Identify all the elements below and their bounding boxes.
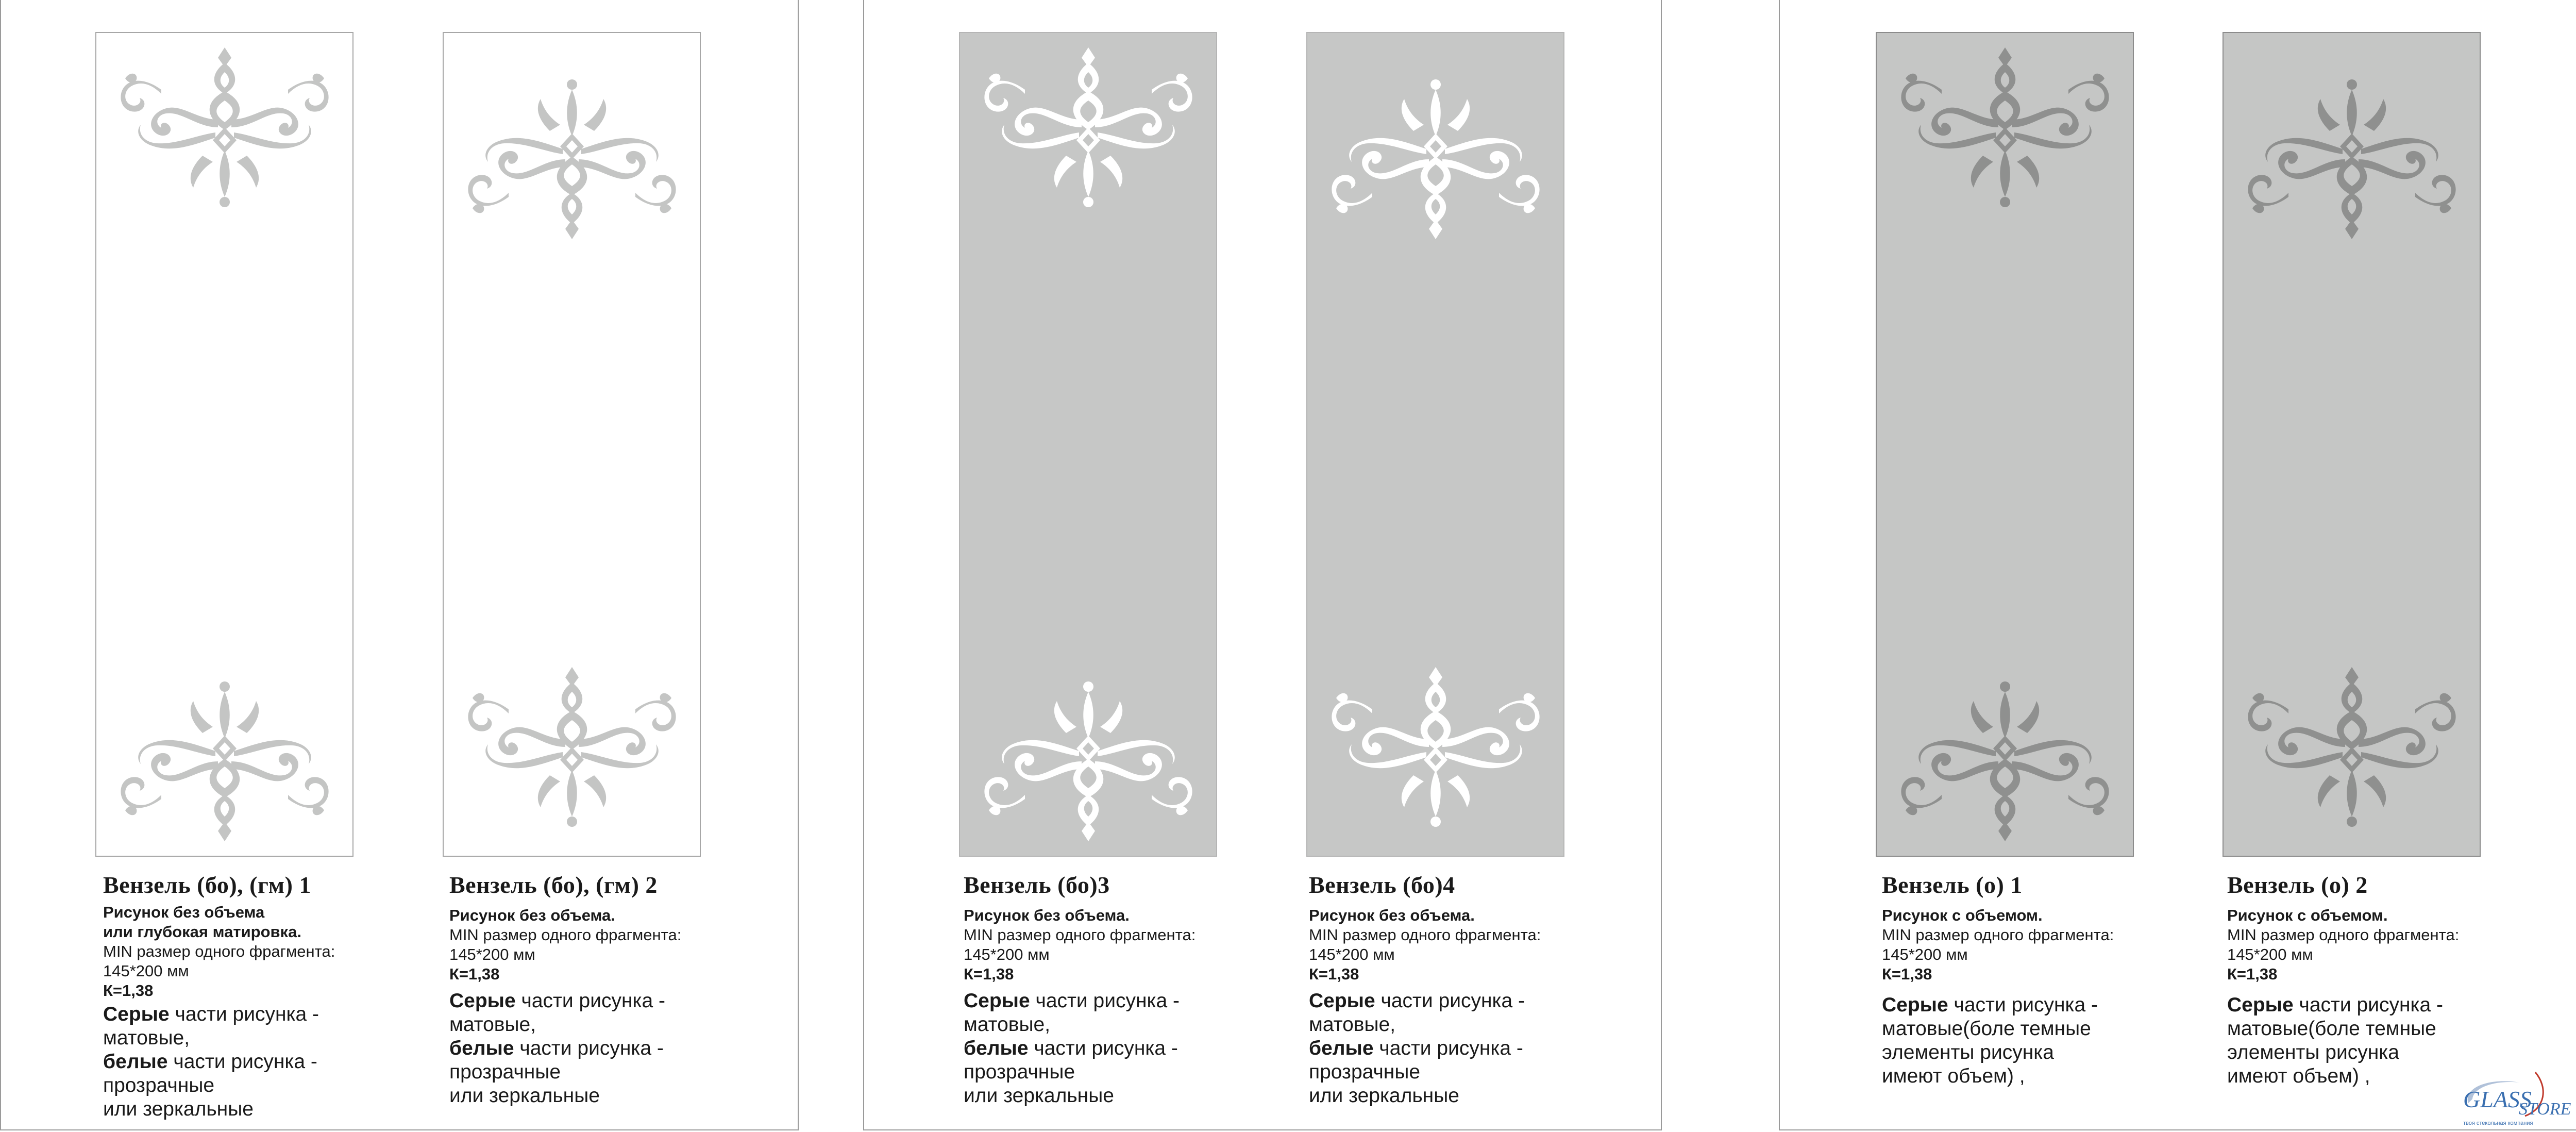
- min-size-label: MIN размер одного фрагмента:: [964, 926, 1196, 944]
- coefficient: К=1,38: [964, 965, 1014, 983]
- design-title: Вензель (бо)3: [964, 872, 1110, 898]
- coefficient: К=1,38: [103, 981, 154, 1000]
- door-panel-1: [95, 32, 353, 857]
- min-size-label: MIN размер одного фрагмента:: [103, 942, 335, 960]
- ornament-bottom-icon: [110, 676, 340, 846]
- coefficient: К=1,38: [449, 965, 500, 983]
- min-size-value: 145*200 мм: [964, 945, 1050, 963]
- ornament-bottom-icon: [457, 662, 687, 832]
- min-size-value: 145*200 мм: [103, 962, 189, 980]
- design-title: Вензель (бо), (гм) 1: [103, 872, 311, 898]
- ornament-top-icon: [457, 74, 687, 244]
- min-size-label: MIN размер одного фрагмента:: [449, 926, 682, 944]
- door-panel-5: [1876, 32, 2134, 857]
- description: Серые части рисунка - матовые(боле темные элементы рисунка имеют объем) ,: [2227, 994, 2443, 1087]
- min-size-label: MIN размер одного фрагмента:: [2227, 926, 2460, 944]
- design-title: Вензель (о) 2: [2227, 872, 2368, 898]
- door-panel-3: [959, 32, 1217, 857]
- coefficient: К=1,38: [2227, 965, 2278, 983]
- min-size-value: 145*200 мм: [449, 945, 535, 963]
- design-type: Рисунок без объема.: [964, 906, 1130, 924]
- description: Серые части рисунка - матовые, белые части рисунка - прозрачные или зеркальные: [449, 990, 665, 1107]
- caption-6: [2227, 871, 2516, 1088]
- logo-brand-a: GLASS: [2463, 1086, 2532, 1112]
- logo-brand-b: STORE: [2519, 1100, 2571, 1119]
- design-type-alt: или глубокая матировка.: [103, 923, 301, 941]
- coefficient: К=1,38: [1882, 965, 1932, 983]
- design-type: Рисунок без объема.: [449, 906, 615, 924]
- design-title: Вензель (бо)4: [1309, 872, 1455, 898]
- min-size-label: MIN размер одного фрагмента:: [1882, 926, 2114, 944]
- min-size-value: 145*200 мм: [1309, 945, 1395, 963]
- coefficient: К=1,38: [1309, 965, 1359, 983]
- description: Серые части рисунка - матовые(боле темные элементы рисунка имеют объем) ,: [1882, 994, 2098, 1087]
- description: Серые части рисунка - матовые, белые части рисунка - прозрачные или зеркальные: [964, 990, 1180, 1107]
- design-type: Рисунок без объема.: [1309, 906, 1475, 924]
- caption-3: [964, 871, 1252, 1108]
- door-panel-6: [2223, 32, 2481, 857]
- design-type: Рисунок без объема: [103, 903, 265, 921]
- min-size-value: 145*200 мм: [2227, 945, 2313, 963]
- glass-store-logo-icon: [2458, 1067, 2571, 1129]
- caption-2: [449, 871, 738, 1108]
- ornament-bottom-icon: [1890, 676, 2120, 846]
- ornament-top-icon: [2237, 74, 2467, 244]
- caption-5: [1882, 871, 2170, 1088]
- min-size-value: 145*200 мм: [1882, 945, 1968, 963]
- ornament-bottom-icon: [973, 676, 1203, 846]
- ornament-bottom-icon: [2237, 662, 2467, 832]
- design-title: Вензель (о) 1: [1882, 872, 2023, 898]
- design-type: Рисунок с объемом.: [1882, 906, 2043, 924]
- caption-1: [103, 871, 392, 1121]
- description: Серые части рисунка - матовые, белые части рисунка - прозрачные или зеркальные: [103, 1003, 319, 1120]
- min-size-label: MIN размер одного фрагмента:: [1309, 926, 1541, 944]
- ornament-top-icon: [1890, 42, 2120, 212]
- design-type: Рисунок с объемом.: [2227, 906, 2388, 924]
- door-panel-2: [443, 32, 701, 857]
- logo-tagline: твоя стекольная компания: [2463, 1120, 2533, 1126]
- design-title: Вензель (бо), (гм) 2: [449, 872, 658, 898]
- ornament-bottom-icon: [1321, 662, 1551, 832]
- ornament-top-icon: [1321, 74, 1551, 244]
- description: Серые части рисунка - матовые, белые части рисунка - прозрачные или зеркальные: [1309, 990, 1525, 1107]
- ornament-top-icon: [110, 42, 340, 212]
- door-panel-4: [1306, 32, 1564, 857]
- ornament-top-icon: [973, 42, 1203, 212]
- caption-4: [1309, 871, 1597, 1108]
